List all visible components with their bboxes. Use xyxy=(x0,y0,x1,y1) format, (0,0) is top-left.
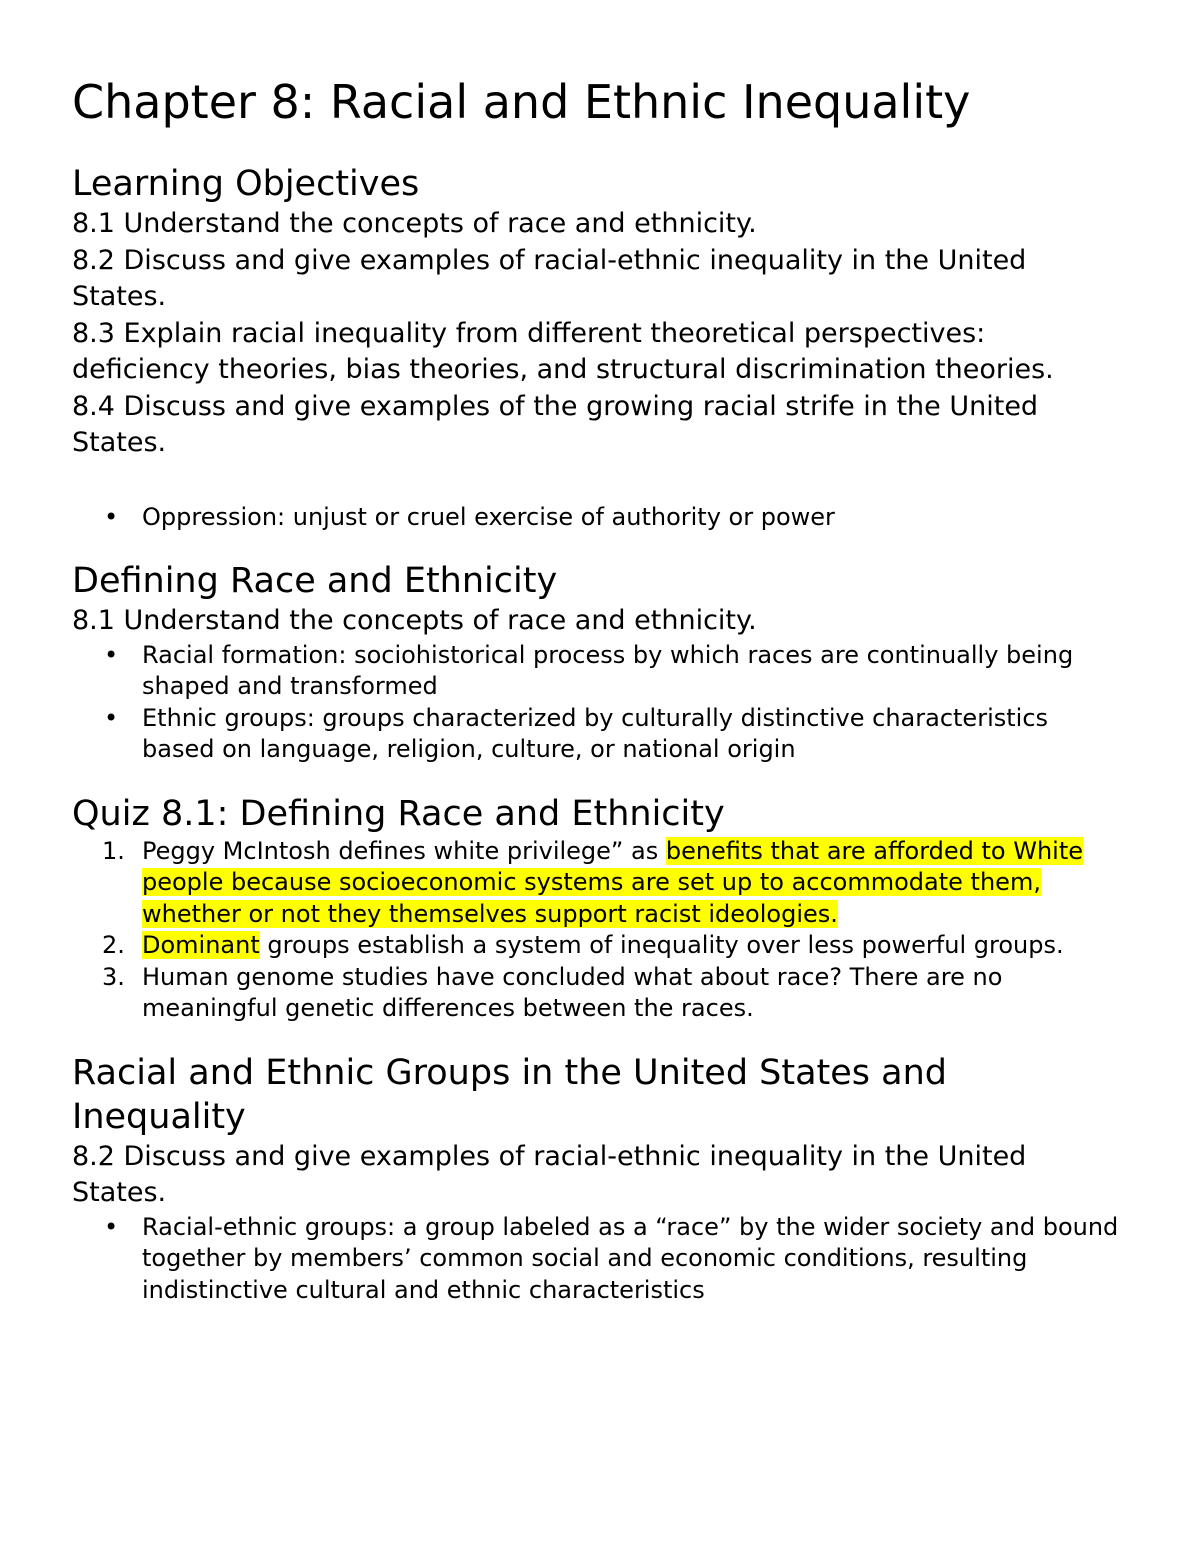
objective-8-2: 8.2 Discuss and give examples of racial-ethnic inequality in the United States. xyxy=(72,244,1027,312)
highlighted-answer: Dominant xyxy=(142,931,260,959)
groups-heading: Racial and Ethnic Groups in the United States and Inequality xyxy=(72,1052,948,1137)
quiz-item-3 xyxy=(72,962,1128,1025)
spacer xyxy=(72,462,1128,502)
quiz-heading: Quiz 8.1: Defining Race and Ethnicity xyxy=(72,793,725,834)
list-item: • Racial formation: sociohistorical process by which races are continually being shaped and transformed xyxy=(72,640,1128,703)
list-item: • Oppression: unjust or cruel exercise of authority or power xyxy=(72,502,1128,534)
spacer xyxy=(72,766,1128,792)
quiz-item-number: 2. xyxy=(102,931,125,959)
quiz-section xyxy=(72,792,1128,1025)
spacer xyxy=(72,1025,1128,1051)
groups-objective: 8.2 Discuss and give examples of racial-ethnic inequality in the United States. xyxy=(72,1140,1027,1208)
quiz-item-2 xyxy=(72,930,1128,962)
learning-objectives-heading: Learning Objectives xyxy=(72,164,420,204)
quiz-item-text: Peggy McIntosh defines white privilege” as xyxy=(142,836,666,865)
defining-race-section xyxy=(72,559,1128,766)
oppression-list xyxy=(72,502,1128,534)
quiz-item-1 xyxy=(72,836,1128,931)
objective-8-3: 8.3 Explain racial inequality from different theoretical perspectives: deficiency theories, bias theories, and structural discrimination theories. xyxy=(72,317,1054,385)
spacer xyxy=(72,533,1128,559)
defining-race-heading: Defining Race and Ethnicity xyxy=(72,561,558,601)
quiz-item-number: 1. xyxy=(102,836,125,865)
quiz-item-number: 3. xyxy=(102,962,125,991)
highlighted-answer: benefits that are afforded to White people because socioeconomic systems are set up to accommodate them, whether or not they themselves support racist ideologies. xyxy=(142,836,1084,928)
defining-race-list xyxy=(72,640,1128,766)
groups-section xyxy=(72,1051,1128,1307)
objective-8-1: 8.1 Understand the concepts of race and ethnicity. xyxy=(72,208,757,239)
quiz-list xyxy=(72,836,1128,1025)
quiz-item-text: Human genome studies have concluded what about race? There are no meaningful genetic differences between the races. xyxy=(142,962,1003,1022)
quiz-item-text: groups establish a system of inequality over less powerful groups. xyxy=(259,931,1064,959)
objective-8-4: 8.4 Discuss and give examples of the growing racial strife in the United States. xyxy=(72,390,1039,458)
list-item: • Racial-ethnic groups: a group labeled as a “race” by the wider society and bound together by members’ common social and economic conditions, resulting indistinctive cultural and ethnic characteristics xyxy=(72,1212,1128,1307)
document-title: Chapter 8: Racial and Ethnic Inequality xyxy=(72,75,971,129)
groups-list xyxy=(72,1212,1128,1307)
learning-objectives-section xyxy=(72,162,1128,533)
list-item: • Ethnic groups: groups characterized by culturally distinctive characteristics based on language, religion, culture, or national origin xyxy=(72,703,1128,766)
defining-race-objective: 8.1 Understand the concepts of race and ethnicity. xyxy=(72,605,757,636)
